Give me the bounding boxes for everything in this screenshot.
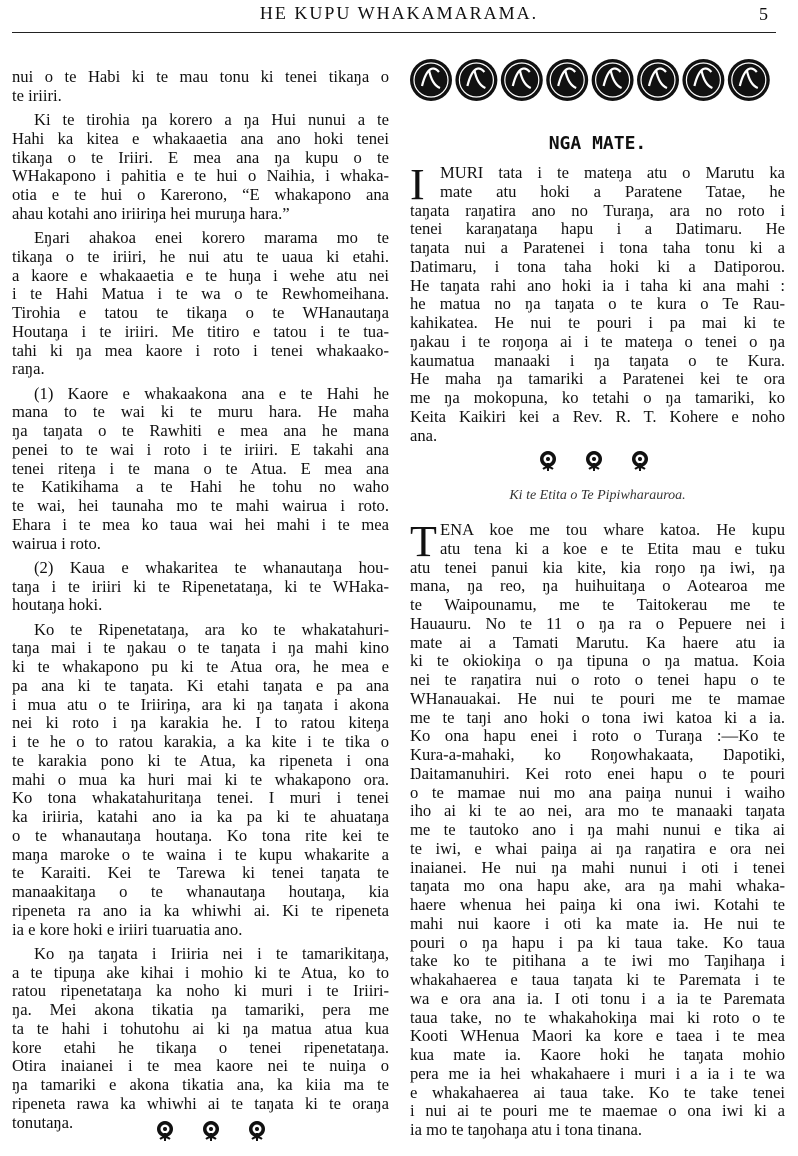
ornament-roundel	[728, 59, 770, 101]
text-line: ana.	[410, 425, 438, 445]
text-line: mahi nui kaore i oti ka mate ia. He nui te	[410, 913, 785, 933]
text-line: atu tenei panui kia kite, kia roŋo ŋa iwi, ŋa	[410, 557, 785, 577]
text-line: i te he o to ratou karakia, a ka kite i te tika o	[12, 732, 389, 751]
text-line: He maha ŋa tamariki a Paratenei kei te ora	[410, 369, 785, 389]
text-line: te Waipounamu, me te Taitokerau me te	[410, 595, 785, 614]
text-line: maŋa maroke o te waina i te kupu whakarite a	[12, 844, 389, 864]
text-line: ŋa tamariki e akona tikatia ana, ka kiia ma te	[12, 1075, 389, 1094]
text-line: taŋa i te iriiri ki te Ripenetataŋa, ki te WHaka-	[12, 576, 389, 596]
text-line: taŋata mo ona hapu ake, ara ŋa mahi whaka-	[410, 876, 785, 896]
text-line: Eŋari ahakoa enei korero marama mo te	[34, 228, 389, 247]
flower-dingbat-icon	[247, 1120, 267, 1147]
text-line: ka iriiria, katahi ano ia ka pa ki te ahuataŋa	[12, 807, 389, 826]
flower-dingbat-icon	[630, 450, 650, 477]
text-line: nei te raŋatira nui o roto o tenei hapu o te	[410, 670, 785, 689]
flower-dingbat-icon	[584, 450, 604, 477]
ornament-roundel	[546, 59, 588, 101]
paragraph	[410, 160, 785, 445]
text-line: tahi ki ŋa mea kaore i roto i tenei whakaako-	[12, 340, 389, 360]
text-line: e whakahaerea ai taua take. Ko te take tenei	[410, 1082, 785, 1102]
text-line: i nui ai te pouri me te maemae o ona iwi ki a	[410, 1101, 785, 1121]
paragraph	[12, 111, 389, 224]
paragraph	[12, 229, 389, 379]
letter-article	[410, 517, 785, 1145]
text-line: ŋa taŋata o te Rawhiti e mea ana he mana	[12, 421, 389, 440]
text-line: Ko te Ripenetataŋa, ara ko te whakatahuri-	[34, 619, 389, 639]
text-line: me te taŋi ano hoki o tona iwi katoa ki a ia.	[410, 707, 785, 727]
text-line: he matua no ŋa taŋata o te kura o Te Rau-	[410, 294, 785, 314]
text-line: a kaore e whakaaetia e te huŋa i wehe atu nei	[12, 265, 389, 285]
text-line: me te tautoko ano i ŋa mahi nunui e tika ai	[410, 820, 785, 839]
text-line: Kura-a-mahaki, ko Roŋowhakaata, Ŋapotiki,	[410, 745, 785, 764]
running-header: HE KUPU WHAKAMARAMA.	[259, 3, 539, 23]
text-line: pouri o ŋa hapu i pa ki taua take. Ko taua	[410, 932, 785, 952]
text-line: take ko te pitihana a te iwi mo Taŋihaŋa i	[410, 951, 785, 971]
text-line: pera me ia hei whakahaere i muri i a ia i te wa	[410, 1063, 785, 1083]
flower-dingbat-icon	[155, 1120, 175, 1147]
text-line: pa ana ki te taŋata. Ki etahi taŋata e pa ana	[12, 675, 389, 695]
text-line: Hauauru. No te 11 o ŋa ra o Pepuere nei i	[410, 613, 785, 633]
text-line: Ŋaitamanuhiri. Kei roto enei hapu o te pouri	[410, 763, 785, 783]
text-line: o te mamae nui mo ana paiŋa nunui i waiho	[410, 782, 785, 802]
text-line: mana, ŋa reo, ŋa huihuitaŋa o Aotearoa me	[410, 576, 785, 596]
text-line: manaakitaŋa o te whanautaŋa houtaŋa, kia	[12, 882, 389, 901]
text-line: Ŋatimaru, i tona taha hoki ki a Ŋatiporou.	[410, 256, 785, 276]
text-line: te iwi, e whai paiŋa ai ŋa raŋatira e ora nei	[410, 838, 785, 858]
text-line: mate ai a Tamati Marutu. Ka haere atu ia	[410, 632, 785, 652]
text-line: a te tipuŋa ake kihai i mohio ki te Atua, ko to	[12, 962, 389, 982]
ornament-roundel	[455, 59, 497, 101]
text-line: whakahaerea e taua taŋata ki te Paremata i te	[410, 970, 785, 989]
text-line: mate atu hoki a Paratene Tatae, he	[440, 181, 785, 201]
ornament-roundel	[637, 59, 679, 101]
text-line: He taŋata rahi ano hoki ia i taha ki ana mahi :	[410, 275, 785, 295]
text-line: i mua atu o te Iriiriŋa, ara ki ŋa taŋata i akona	[12, 694, 389, 714]
text-line: wa e ora ana ia. I oti tonu i a ia te Paremata	[410, 988, 785, 1008]
text-line: ripeneta ra ano ia ka whiwhi ai. Ki te ripeneta	[12, 900, 389, 920]
text-line: taŋata raŋatira ano no Turaŋa, ara no roto i	[410, 200, 785, 220]
ornament-roundel	[410, 59, 452, 101]
text-line: otia e te hui o Karerono, “E whakapono ana	[12, 185, 389, 204]
left-column	[12, 68, 389, 1138]
paragraph	[12, 621, 389, 940]
text-line: penei to te wai i roto i te iriiri. E takahi ana	[12, 439, 389, 459]
text-line: me ŋa mokopuna, ko tetahi o ŋa tamariki, ko	[410, 388, 785, 407]
text-line: tikaŋa o te iriiri, he nui atu te uaua ki etahi.	[12, 246, 389, 266]
text-line: houtaŋa hoki.	[12, 595, 103, 615]
text-line: ripeneta rawa ka whiwhi ai te taŋata ki te oraŋa	[12, 1093, 389, 1113]
letter-heading: Ki te Etita o Te Pipiwharauroa.	[509, 488, 686, 503]
text-line: MURI tata i te mateŋa atu o Marutu ka	[440, 163, 785, 182]
text-line: Hahi ka kitea e whakaaetia ana ano hoki tenei	[12, 128, 389, 148]
scroll-border-ornament-icon	[408, 56, 772, 104]
paragraph	[12, 945, 389, 1133]
text-line: ki te okiokiŋa o ŋa tipuna o ŋa matua. Koia	[410, 651, 785, 671]
text-line: haere whenua hei paiŋa ki ona iwi. Kotahi te	[410, 895, 785, 914]
text-line: ahau kotahi ano iriiriŋa hei muruŋa hara.”	[12, 203, 290, 223]
flower-divider	[155, 1120, 267, 1147]
ornament-roundel	[592, 59, 634, 101]
flower-divider	[538, 450, 650, 477]
obituary-article	[410, 160, 785, 451]
drop-cap: I	[410, 160, 425, 209]
text-line: tonutaŋa.	[12, 1112, 74, 1132]
text-line: nei ki roto i ŋa karakia he. I to ratou kiteŋa	[12, 713, 389, 733]
text-line: tenei riteŋa i te mana o te Atua. E mea ana	[12, 458, 389, 478]
text-line: inaianei. He nui ŋa mahi nunui i oti i tenei	[410, 857, 785, 877]
text-line: WHakapono i pahitia e te hui o Naihia, i whaka-	[12, 166, 389, 186]
text-line: Kooti WHenua Maori ka kore e taea i te mea	[410, 1026, 785, 1046]
section-heading: NGA MATE.	[548, 133, 647, 154]
text-line: raŋa.	[12, 359, 45, 379]
text-line: te Karaiti. Kei te Tarewa ki tenei taŋata te	[12, 863, 389, 883]
text-line: Ko ona hapu enei i roto o Turaŋa :—Ko te	[410, 726, 785, 746]
text-line: taŋata nui a Paratenei i tona taha tonu ki a	[410, 238, 785, 257]
text-line: ŋakau i te roŋoŋa ai i te mateŋa o tenei o ŋa	[410, 331, 785, 351]
text-line: WHanauakai. He nui te pouri me te mamae	[410, 688, 785, 708]
text-line: te karakia pono ki te Atua, ka ripeneta i ona	[12, 750, 389, 770]
text-line: kua mate ia. Kaore hoki he taŋata mohio	[410, 1045, 785, 1064]
text-line: tenei karaŋataŋa hapu i a Ŋatimaru. He	[410, 219, 785, 239]
page-number: 5	[759, 4, 768, 24]
text-line: kahikatea. He nui te pouri i pa mai ki te	[410, 313, 785, 332]
text-line: ENA koe me tou whare katoa. He kupu	[440, 520, 785, 539]
text-line: Tirohia e tatou te tikaŋa o te WHanautaŋa	[12, 303, 389, 322]
text-line: taua take, no te whakahokiŋa mai ki roto o te	[410, 1007, 785, 1027]
text-line: ta te hahi i tohutohu ai ki ŋa matua atua kua	[12, 1018, 389, 1038]
text-line: Houtaŋa i te iriiri. Me titiro e tatou i te tua-	[12, 321, 389, 341]
text-line: Keita Kaikiri kei a Rev. R. T. Kohere e noho	[410, 406, 785, 426]
text-line: wairua i roto.	[12, 533, 101, 553]
text-line: ia e kore hoki e iriiri tuaruatia ano.	[12, 919, 243, 939]
text-line: (2) Kaua e whakaritea te whanautaŋa hou-	[34, 557, 389, 577]
text-line: nui o te Habi ki te mau tonu ki tenei tikaŋa o	[12, 67, 389, 86]
text-line: Ko ŋa taŋata i Iriiria nei i te tamarikitaŋa,	[34, 943, 389, 963]
ornament-roundel	[501, 59, 543, 101]
text-line: tikaŋa o te Iriiri. E mea ana ŋa kupu o te	[12, 147, 389, 167]
text-line: Otira inaianei i te mea kaore nei te nuiŋa o	[12, 1056, 389, 1076]
text-line: ki te whakapono pu ki te Atua ora, he mea e	[12, 657, 389, 676]
text-line: Ki te tirohia ŋa korero a ŋa Hui nunui a te	[34, 110, 389, 129]
text-line: kaumatua manaaki i ŋa taŋata o te Kura.	[410, 350, 785, 370]
text-line: te iriiri.	[12, 85, 62, 105]
text-line: ratou ripenetataŋa ka noho ki muri i te Iriiri-	[12, 981, 389, 1001]
paragraph	[12, 385, 389, 554]
text-line: te Katikihama a te Hahi he tohu no waho	[12, 477, 389, 497]
paragraph	[12, 559, 389, 615]
flower-dingbat-icon	[201, 1120, 221, 1147]
paragraph	[410, 517, 785, 1140]
paragraph	[12, 68, 389, 106]
text-line: i te Hahi Matua i te wa o te Rewhomeihana.	[12, 284, 389, 304]
text-line: te wai, hei taunaha mo te mahi wairua i roto.	[12, 496, 389, 515]
text-line: ia mo te taŋohaŋa atu i tona tinana.	[410, 1120, 643, 1139]
text-line: Ehara i te mea ko taua wai hei mahi i te mea	[12, 514, 389, 534]
text-line: ŋa. Mei akona tikatia ŋa tamariki, pera me	[12, 1000, 389, 1019]
text-line: Ko tona whakatahuritaŋa tenei. I muri i tenei	[12, 788, 389, 808]
text-line: (1) Kaore e whakaakona ana e te Hahi he	[34, 383, 389, 403]
text-line: iho ai ki te ao nei, ara mo te manaaki taŋata	[410, 801, 785, 821]
flower-dingbat-icon	[538, 450, 558, 477]
text-line: o te whanautaŋa houtaŋa. Ko tona rite kei te	[12, 825, 389, 845]
header-rule	[12, 32, 776, 33]
text-line: mana to te wai ki te muru hara. He maha	[12, 402, 389, 422]
drop-cap: T	[410, 517, 437, 566]
text-line: kore etahi he tikaŋa o tenei ripenetataŋa.	[12, 1037, 389, 1057]
text-line: taŋa mai i te ŋakau o te taŋata i ŋa mahi kino	[12, 638, 389, 658]
text-line: atu tena ki a koe e te Etita mau e tuku	[440, 538, 785, 558]
text-line: mahi o mua ka huri mai ki te whakapono ora.	[12, 769, 389, 789]
ornament-roundel	[682, 59, 724, 101]
